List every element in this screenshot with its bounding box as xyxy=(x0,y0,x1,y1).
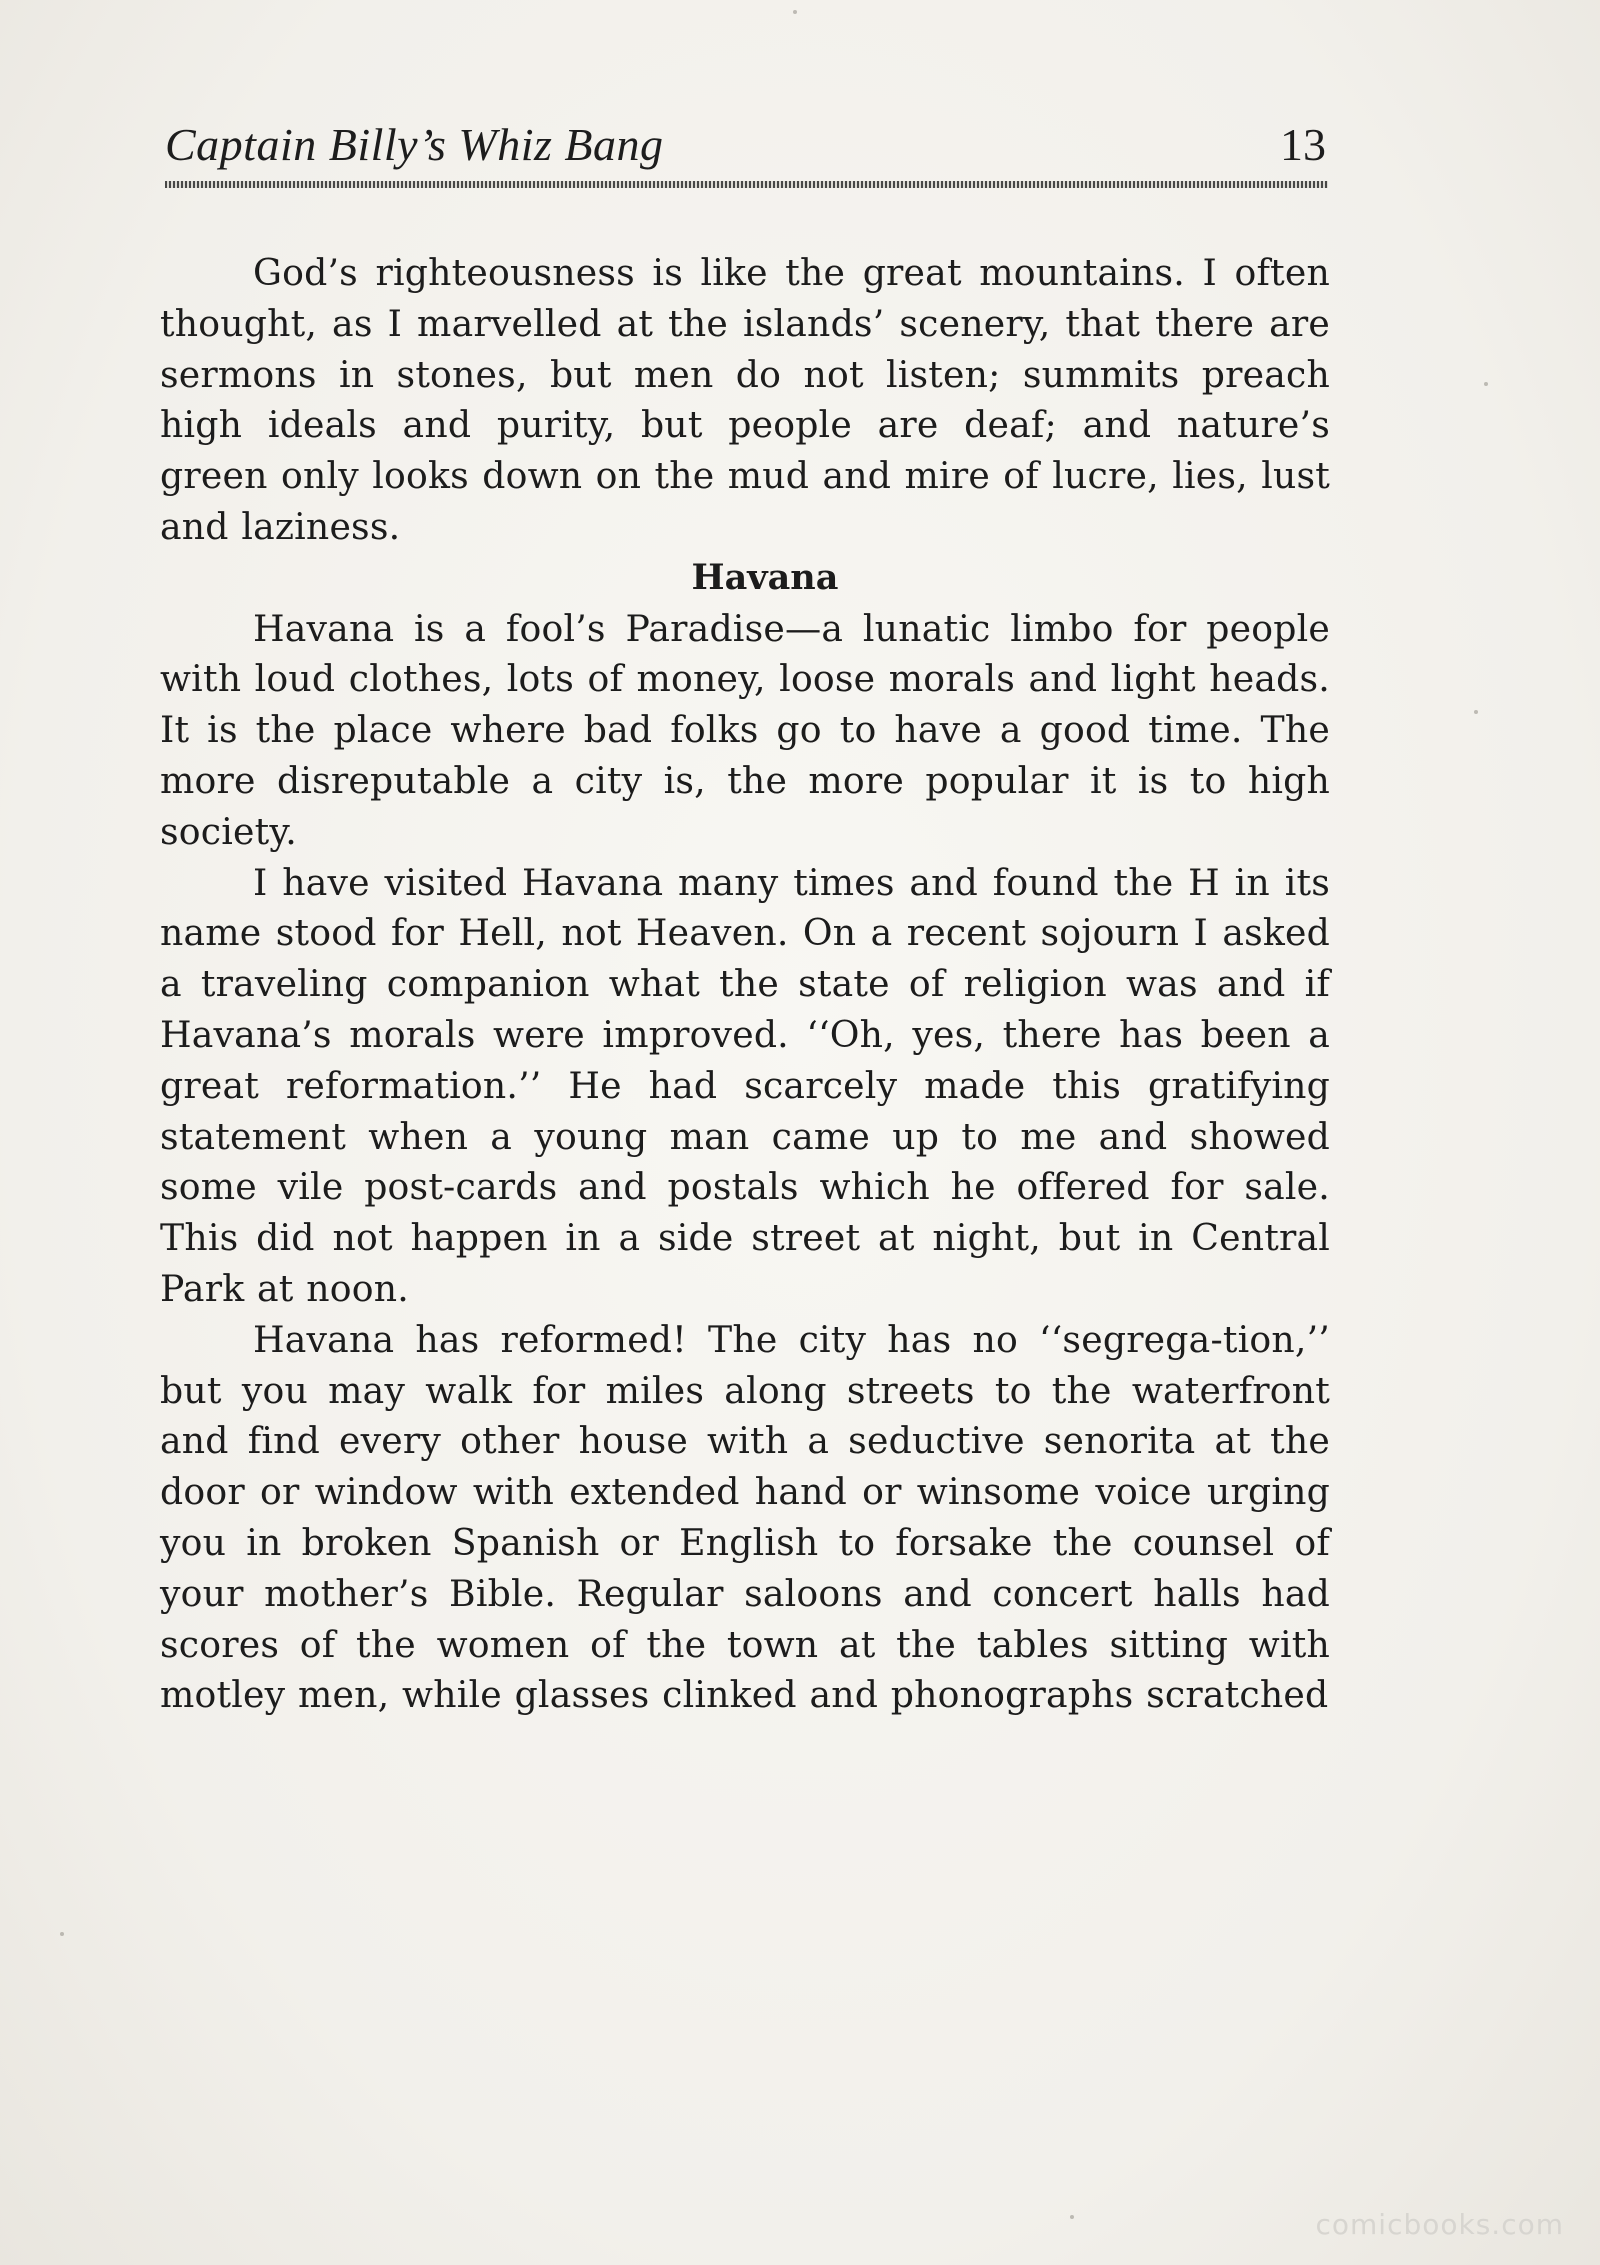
paper-speck xyxy=(793,10,797,14)
paper-speck xyxy=(60,1932,64,1936)
page-number: 13 xyxy=(1280,119,1326,170)
paper-speck xyxy=(1474,710,1478,714)
article-body xyxy=(160,248,1330,1721)
paragraph-mountains: God’s righteousness is like the great mountains. I often thought, as I marvelled at the islands’ scenery, that there are sermons in stones, but men do not listen; summits preach high ideals and purity, but people are deaf; and nature’s green only looks down on the mud and mire of lucre, lies, lust and laziness. xyxy=(160,251,1330,548)
watermark: comicbooks.com xyxy=(1315,2208,1564,2241)
paragraph-visited-havana: I have visited Havana many times and found the H in its name stood for Hell, not Heaven. On a recent sojourn I asked a traveling companion what the state of religion was and if Havana’s morals were improved. ‘‘Oh, yes, there has been a great reformation.’’ He had scarcely made this gratifying statement when a young man came up to me and showed some vile post-cards and postals which he offered for sale. This did not happen in a side street at night, but in Central Park at noon. xyxy=(160,860,1330,1310)
paragraph-havana-reformed: Havana has reformed! The city has no ‘‘segrega-tion,’’ but you may walk for miles along streets to the waterfront and find every other house with a seductive senorita at the door or window with extended hand or winsome voice urging you in broken Spanish or English to forsake the counsel of your mother’s Bible. Regular saloons and concert halls had scores of the women of the town at the tables sitting with motley men, while glasses clinked and phonographs scratched xyxy=(160,1317,1330,1717)
running-head xyxy=(165,118,1328,182)
paper-speck xyxy=(1070,2215,1074,2219)
running-title: Captain Billy’s Whiz Bang xyxy=(165,119,664,170)
section-heading-havana: Havana xyxy=(691,556,839,598)
paper-speck xyxy=(1484,382,1488,386)
header-rule-divider xyxy=(165,181,1328,188)
paragraph-fools-paradise: Havana is a fool’s Paradise—a lunatic limbo for people with loud clothes, lots of money, loose morals and light heads. It is the place where bad folks go to have a good time. The more disreputable a city is, the more popular it is to high society. xyxy=(160,606,1330,853)
